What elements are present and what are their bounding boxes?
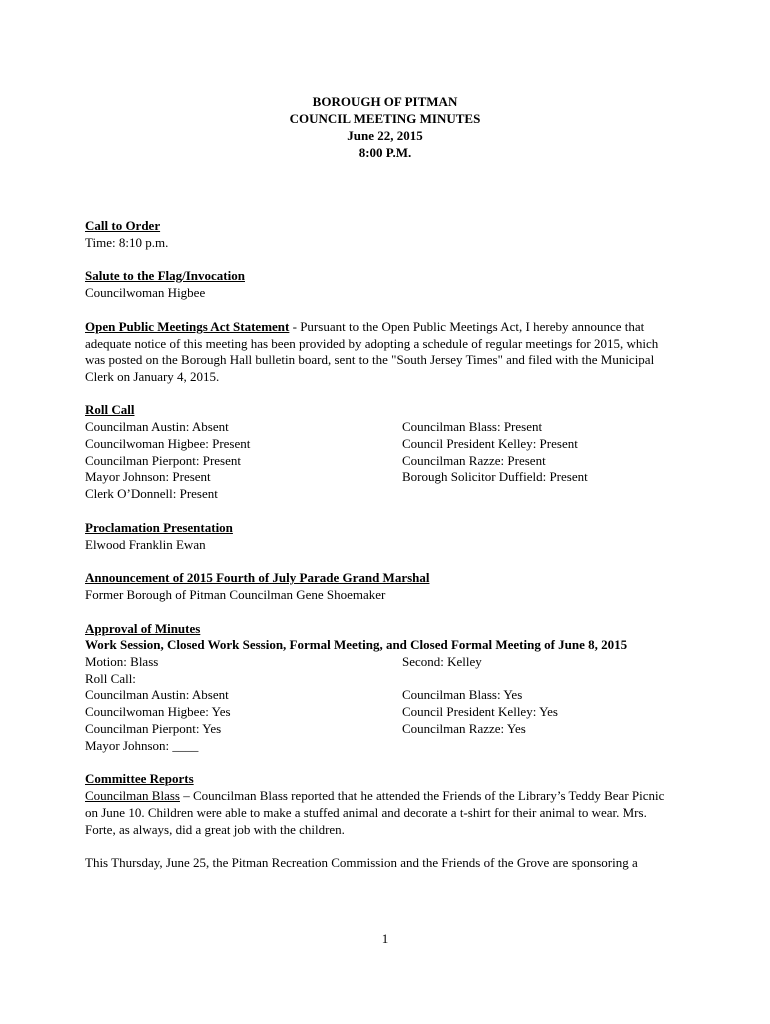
header-date: June 22, 2015 (347, 128, 423, 143)
approval-right-1: Councilman Blass: Yes (402, 687, 523, 702)
proclamation-text: Elwood Franklin Ewan (85, 537, 206, 552)
roll-call-right-1: Councilman Blass: Present (402, 419, 543, 434)
header-time: 8:00 P.M. (358, 145, 412, 160)
approval-right-2: Council President Kelley: Yes (402, 704, 558, 719)
roll-call-right-2: Council President Kelley: Present (402, 436, 578, 451)
document-header (0, 93, 770, 161)
opma-line-2: adequate notice of this meeting has been provided by adopting a schedule of regular meetings for 2015, which (85, 336, 659, 351)
header-borough: BOROUGH OF PITMAN (312, 94, 458, 109)
committee-text-1: – Councilman Blass reported that he attended the Friends of the Library’s Teddy Bear Picnic (179, 788, 665, 803)
committee-line-2: on June 10. Children were able to make a stuffed animal and decorate a t-shirt for their animal to wear. Mrs. (85, 805, 647, 820)
roll-call-heading: Roll Call (85, 402, 135, 417)
approval-motion: Motion: Blass (85, 654, 159, 669)
call-to-order-time: Time: 8:10 p.m. (85, 235, 169, 250)
committee-blass-label: Councilman Blass (85, 788, 180, 803)
approval-left-4: Mayor Johnson: ____ (85, 738, 199, 753)
header-title: COUNCIL MEETING MINUTES (289, 111, 481, 126)
roll-call-left-4: Mayor Johnson: Present (85, 469, 211, 484)
approval-heading: Approval of Minutes (85, 621, 201, 636)
salute-heading: Salute to the Flag/Invocation (85, 268, 245, 283)
opma-text-1: - Pursuant to the Open Public Meetings Act, I hereby announce that (289, 319, 645, 334)
roll-call-left-3: Councilman Pierpont: Present (85, 453, 241, 468)
proclamation-heading: Proclamation Presentation (85, 520, 233, 535)
approval-right-3: Councilman Razze: Yes (402, 721, 526, 736)
roll-call-right-3: Councilman Razze: Present (402, 453, 546, 468)
approval-left-3: Councilman Pierpont: Yes (85, 721, 222, 736)
approval-subheading: Work Session, Closed Work Session, Formal Meeting, and Closed Formal Meeting of June 8, 2015 (85, 637, 628, 652)
committee-heading: Committee Reports (85, 771, 194, 786)
announcement-text: Former Borough of Pitman Councilman Gene Shoemaker (85, 587, 386, 602)
roll-call-left-2: Councilwoman Higbee: Present (85, 436, 251, 451)
roll-call-right-4: Borough Solicitor Duffield: Present (402, 469, 588, 484)
roll-call-left-1: Councilman Austin: Absent (85, 419, 229, 434)
roll-call-left-5: Clerk O’Donnell: Present (85, 486, 218, 501)
call-to-order-heading: Call to Order (85, 218, 161, 233)
approval-roll-call-label: Roll Call: (85, 671, 136, 686)
opma-line-3: was posted on the Borough Hall bulletin board, sent to the "South Jersey Times" and filed with the Municipal (85, 352, 655, 367)
approval-second: Second: Kelley (402, 654, 482, 669)
committee-line-1 (85, 787, 664, 804)
opma-heading: Open Public Meetings Act Statement (85, 319, 290, 334)
approval-left-1: Councilman Austin: Absent (85, 687, 229, 702)
committee-line-3: Forte, as always, did a great job with the children. (85, 822, 345, 837)
opma-line-1 (85, 318, 644, 335)
salute-text: Councilwoman Higbee (85, 285, 206, 300)
announcement-heading: Announcement of 2015 Fourth of July Parade Grand Marshal (85, 570, 430, 585)
approval-left-2: Councilwoman Higbee: Yes (85, 704, 231, 719)
committee-next-paragraph: This Thursday, June 25, the Pitman Recreation Commission and the Friends of the Grove are sponsoring a (85, 855, 638, 870)
opma-line-4: Clerk on January 4, 2015. (85, 369, 220, 384)
page-number: 1 (381, 931, 389, 946)
